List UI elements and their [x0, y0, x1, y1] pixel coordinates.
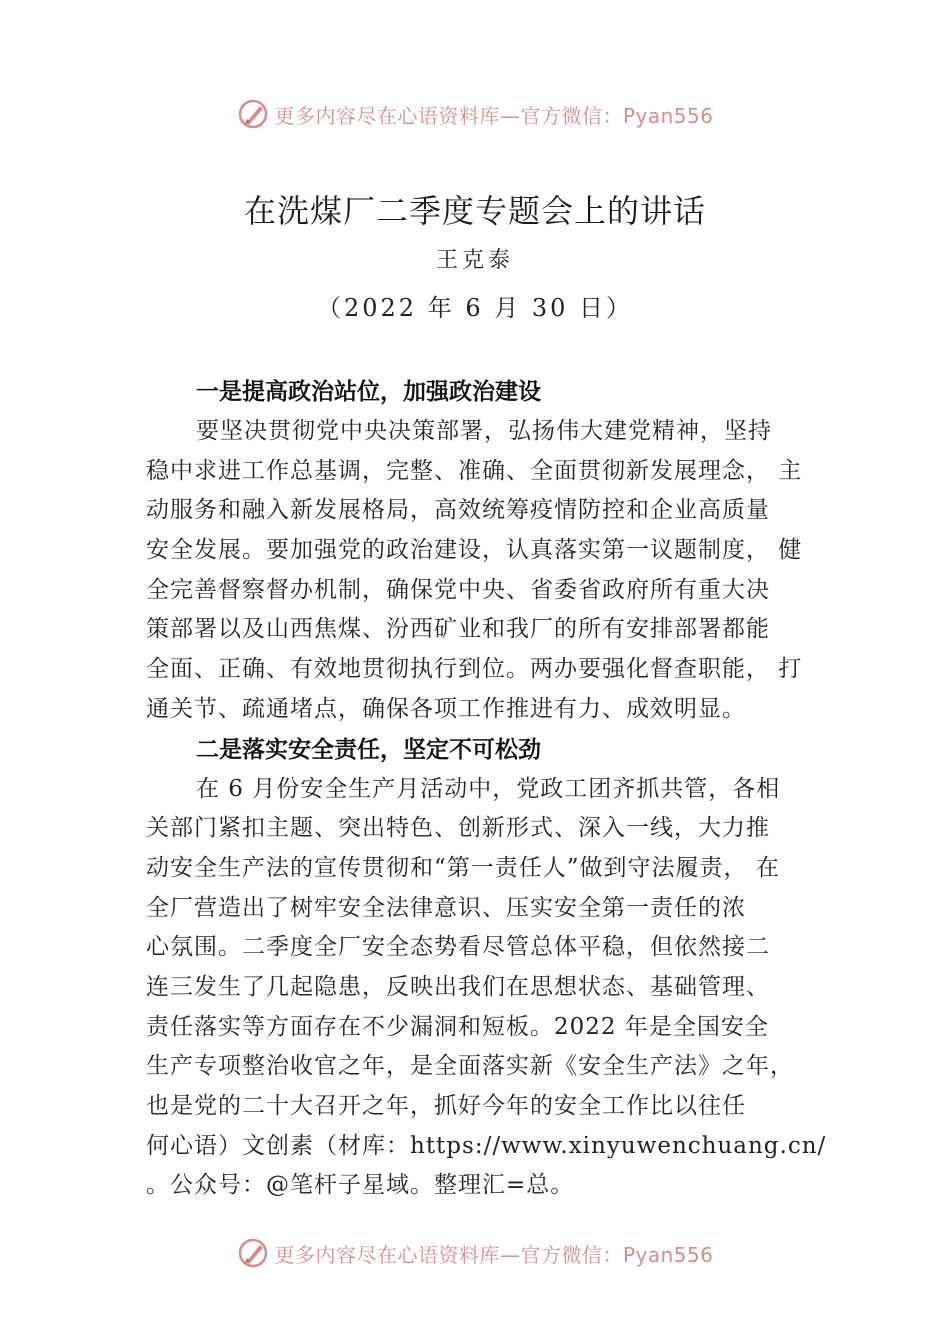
paragraph-line: 连三发生了几起隐患，反映出我们在思想状态、基础管理、: [146, 973, 770, 1000]
paragraph-line: 责任落实等方面存在不少漏洞和短板。2022 年是全国安全: [146, 1013, 769, 1040]
paragraph-line: 全厂营造出了树牢安全法律意识、压实安全第一责任的浓: [146, 894, 746, 921]
pen-logo-icon: [236, 1236, 270, 1270]
document-author: 王克泰: [435, 248, 514, 273]
paragraph-line: 也是党的二十大召开之年，抓好今年的安全工作比以往任: [146, 1093, 746, 1119]
document-date: （2022 年 6 月 30 日）: [316, 294, 634, 322]
paragraph-line: 生产专项整治收官之年，是全面落实新《安全生产法》之年，: [146, 1053, 794, 1080]
paragraph-line: 心氛围。二季度全厂安全态势看尽管总体平稳，但依然接二: [146, 934, 770, 961]
document-title: 在洗煤厂二季度专题会上的讲话: [243, 192, 706, 230]
paragraph-line: 安全发展。要加强党的政治建设，认真落实第一议题制度， 健: [146, 537, 803, 564]
footer-banner: [0, 1233, 950, 1273]
header-banner: [0, 94, 950, 134]
paragraph-line: 在 6 月份安全生产月活动中，党政工团齐抓共管，各相: [196, 775, 781, 802]
pen-logo-icon: [236, 97, 270, 131]
paragraph-line: 关部门紧扣主题、突出特色、创新形式、深入一线，大力推: [146, 815, 770, 842]
paragraph-line: 策部署以及山西焦煤、汾西矿业和我厂的所有安排部署都能: [146, 616, 770, 643]
paragraph-line: 。公众号：@笔杆子星域。整理汇=总。: [146, 1172, 575, 1199]
document-body: [146, 372, 827, 1206]
paragraph-line: 动服务和融入新发展格局，高效统筹疫情防控和企业高质量: [146, 497, 770, 524]
section-heading: 二是落实安全责任，坚定不可松劲: [196, 736, 541, 763]
paragraph-line: 全完善督察督办机制，确保党中央、省委省政府所有重大决: [146, 576, 770, 603]
paragraph-line: 动安全生产法的宣传贯彻和“第一责任人”做到守法履责， 在: [146, 854, 780, 881]
section-heading: 一是提高政治站位，加强政治建设: [196, 379, 541, 405]
paragraph-line: 通关节、疏通堵点，确保各项工作推进有力、成效明显。: [146, 695, 746, 722]
paragraph-line: 要坚决贯彻党中央决策部署，弘扬伟大建党精神，坚持: [196, 418, 772, 444]
banner-text: 更多内容尽在心语资料库—官方微信：Pyan556: [274, 103, 714, 128]
paragraph-line: 何心语）文创素（材库：https://www.xinyuwenchuang.cn/: [146, 1132, 827, 1159]
banner-text: 更多内容尽在心语资料库—官方微信：Pyan556: [274, 1242, 714, 1267]
paragraph-line: 稳中求进工作总基调，完整、准确、全面贯彻新发展理念， 主: [146, 457, 803, 484]
paragraph-line: 全面、正确、有效地贯彻执行到位。两办要强化督查职能， 打: [146, 656, 803, 683]
